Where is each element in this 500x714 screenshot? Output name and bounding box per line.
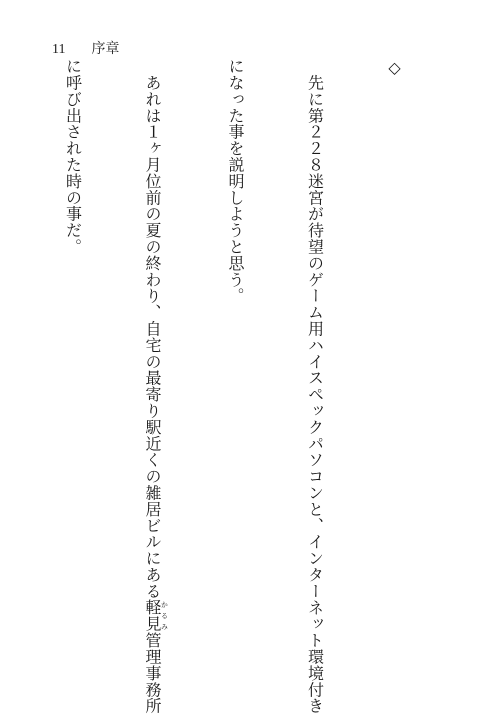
text-line: に呼び出された時の事だ。 — [63, 58, 83, 255]
chapter-title: 序章 — [91, 41, 120, 57]
ruby-reading: かるみ — [160, 599, 169, 633]
text-line — [139, 58, 169, 714]
page-header — [52, 38, 119, 58]
text-line: 先に第２２８迷宮が待望のゲーム用ハイスペックパソコンと、インターネット環境付き — [305, 58, 325, 714]
blank-line — [0, 58, 6, 673]
text-line-part: あれは１ヶ月位前の夏の終わり、自宅の最寄り駅近くの雑居ビルにある軽見かるみ管理事務所 — [143, 58, 169, 714]
page-number: 11 — [52, 42, 66, 57]
section-mark: ◇ — [385, 58, 404, 78]
ruby-annotation: 軽見かるみ — [143, 599, 169, 633]
text-line: になった事を説明しようと思う。 — [226, 58, 245, 304]
vertical-body-text — [0, 58, 460, 714]
